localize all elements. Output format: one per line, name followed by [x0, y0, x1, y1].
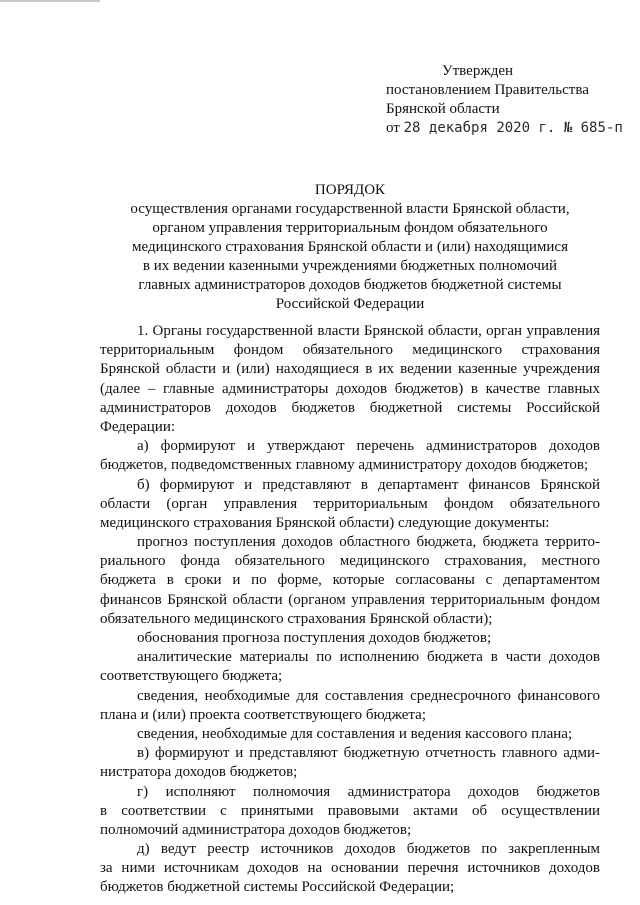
body-line: администраторов доходов бюджетов бюджетной системы Российской	[100, 399, 600, 416]
title-line: органом управления территориальным фондом обязательного	[152, 220, 548, 236]
title-line: главных администраторов доходов бюджетов бюджетной системы	[138, 277, 562, 293]
title-line: медицинского страхования Брянской области и (или) находящимися	[132, 239, 568, 255]
title-line: в их ведении казенными учреждениями бюджетных полномочий	[142, 258, 558, 274]
body-line: б) формируют и представляют в департамент финансов Брянской	[137, 476, 600, 493]
approval-line-2: постановлением Правительства	[386, 82, 589, 98]
body-line: аналитические материалы по исполнению бюджета в части доходов	[137, 649, 600, 666]
body-line: Брянской области и (или) находящиеся в их ведении казенные учреждения	[100, 361, 600, 378]
approval-date-handwritten: 28 декабря 2020 г. № 685-п	[403, 120, 623, 136]
body-line: бюджета в сроки и по форме, которые согласованы с департаментом	[100, 572, 600, 589]
body-line: (далее – главные администраторы доходов бюджетов) в качестве главных	[100, 380, 600, 397]
body-line: полномочий администратора доходов бюджетов;	[100, 821, 412, 838]
body-line: за ними источникам доходов на основании перечня источников доходов	[100, 860, 600, 877]
body-line: Федерации:	[100, 418, 176, 435]
document-title	[100, 181, 600, 314]
approval-block	[386, 62, 636, 138]
approval-line-1: Утвержден	[442, 63, 514, 79]
body-line: риального фонда обязательного медицинского страхования, местного	[100, 553, 600, 570]
body-line: в соответствии с принятыми правовыми актами об осуществлении	[100, 802, 600, 819]
body-line: финансов Брянской области (органом управления территориальным фондом	[100, 591, 600, 608]
body-line: медицинского страхования Брянской области) следующие документы:	[100, 514, 550, 531]
body-line: обоснования прогноза поступления доходов бюджетов;	[137, 630, 492, 646]
body-line: г) исполняют полномочия администратора доходов бюджетов	[137, 783, 600, 800]
title-heading: ПОРЯДОК	[314, 182, 386, 198]
body-line: соответствующего бюджета;	[100, 668, 283, 685]
body-line: сведения, необходимые для составления среднесрочного финансового	[137, 687, 600, 704]
title-line: Российской Федерации	[275, 296, 425, 312]
body-line: нистратора доходов бюджетов;	[100, 764, 298, 781]
body-line: бюджетов, подведомственных главному администратору доходов бюджетов;	[100, 457, 589, 474]
body-line: д) ведут реестр источников доходов бюджетов по закрепленным	[137, 841, 600, 858]
approval-line-3: Брянской области	[386, 101, 500, 117]
body-line: обязательного медицинского страхования Брянской области);	[100, 610, 493, 627]
body-line: в) формируют и представляют бюджетную отчетность главного адми-	[137, 745, 600, 762]
body-line: а) формируют и утверждают перечень администраторов доходов	[137, 438, 600, 455]
body-line: территориальным фондом обязательного медицинского страхования	[100, 342, 600, 359]
body-line: сведения, необходимые для составления и ведения кассового плана;	[137, 725, 573, 742]
body-line: плана и (или) проекта соответствующего бюджета;	[100, 706, 426, 723]
body-line: бюджетов бюджетной системы Российской Федерации;	[100, 879, 455, 896]
body-line: области (орган управления территориальным фондом обязательного	[100, 495, 600, 512]
title-line: осуществления органами государственной власти Брянской области,	[130, 201, 570, 217]
document-body	[100, 322, 600, 898]
approval-date-prefix: от	[386, 120, 400, 136]
body-line: прогноз поступления доходов областного бюджета, бюджета террито-	[137, 534, 600, 551]
approval-date-line	[386, 119, 636, 138]
scan-edge-mark	[0, 0, 100, 2]
body-line: 1. Органы государственной власти Брянской области, орган управления	[137, 323, 600, 339]
